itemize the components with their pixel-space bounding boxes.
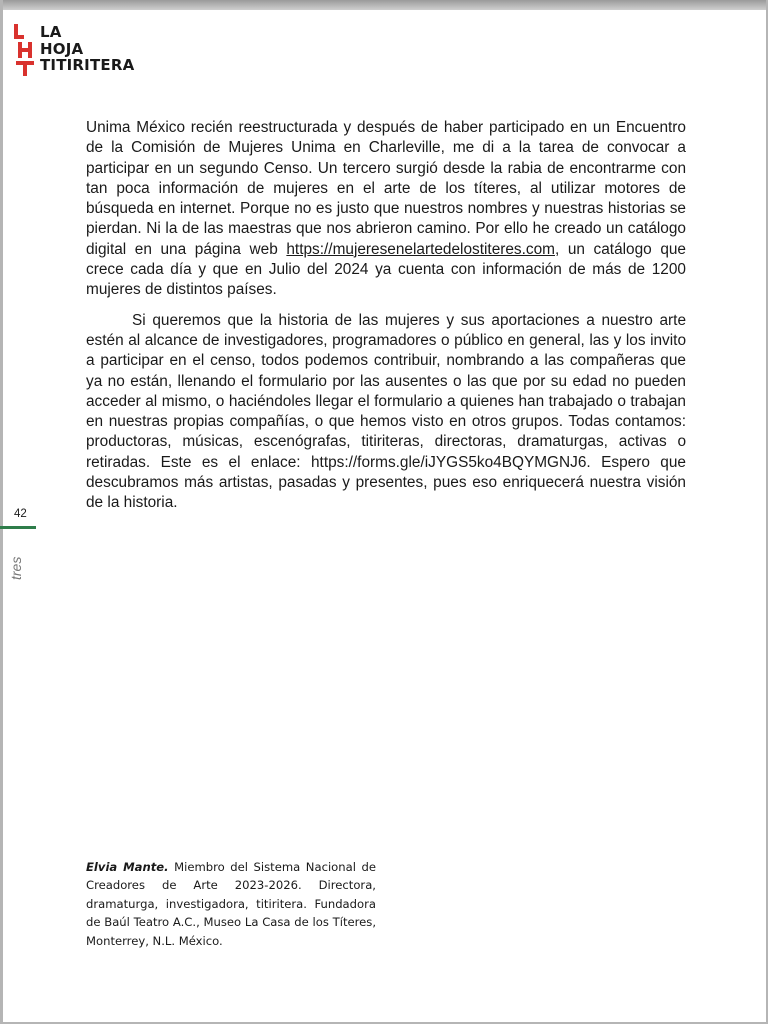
- article-body: [86, 118, 686, 514]
- logo-line-hoja: HOJA: [40, 39, 84, 58]
- catalog-link[interactable]: https://mujeresenelartedelostiteres.com: [286, 240, 555, 258]
- author-bio-text: Miembro del Sistema Nacional de Creadores de Arte 2023-2026. Directora, dramaturga, investigadora, titiritera. Fundadora de Baúl Teatro A.C., Museo La Casa de los Títeres, Monterrey, N.L. México.: [86, 860, 376, 948]
- section-divider: [0, 526, 36, 529]
- logo-line-titiritera: TITIRITERA: [40, 56, 135, 74]
- paragraph-1-text: Unima México recién reestructurada y después de haber participado en un Encuentro de la Comisión de Mujeres Unima en Charleville, me di a la tarea de convocar a participar en un segundo Censo. Un tercero surgió desde la rabia de encontrarme con tan poca información de mujeres en el arte de los títeres, al utilizar motores de búsqueda en internet. Porque no es justo que nuestros nombres y nuestras historias se pierdan. Ni la de las maestras que nos abrieron camino. Por ello he creado un catálogo digital en una página web: [86, 119, 686, 258]
- publication-logo: [14, 24, 134, 76]
- section-label: tres: [8, 556, 24, 580]
- logo-line-la: LA: [40, 23, 62, 41]
- author-bio: [86, 858, 376, 950]
- paragraph-1-end: , un catálogo que crece cada día y que en Julio del 2024 ya cuenta con información de más de 1200 mujeres de distintos países.: [86, 240, 686, 299]
- window-top-frame: [0, 0, 768, 10]
- logo-wordmark: [40, 24, 134, 74]
- paragraph-1: [86, 118, 686, 301]
- page-number: 42: [14, 508, 27, 520]
- author-name: Elvia Mante.: [86, 860, 169, 874]
- page-left-border: [0, 0, 3, 1024]
- paragraph-2: Si queremos que la historia de las mujeres y sus aportaciones a nuestro arte estén al alcance de investigadores, programadores o público en general, las y los invito a participar en el censo, todos podemos contribuir, nombrando a las compañeras que ya no están, llenando el formulario por las ausentes o las que por su edad no pueden acceder al mismo, o haciéndoles llegar el formulario a quienes han trabajado o trabajan en nuestras propias compañías, o que hemos visto en otros grupos. Todas contamos: productoras, músicas, escenógrafas, titiriteras, directoras, dramaturgas, activas o retiradas. Este es el enlace: https://forms.gle/iJYGS5ko4BQYMGNJ6. Espero que descubramos más artistas, pasadas y presentes, pues eso enriquecerá nuestra visión de la historia.: [86, 311, 686, 512]
- logo-mark-icon: [14, 24, 36, 76]
